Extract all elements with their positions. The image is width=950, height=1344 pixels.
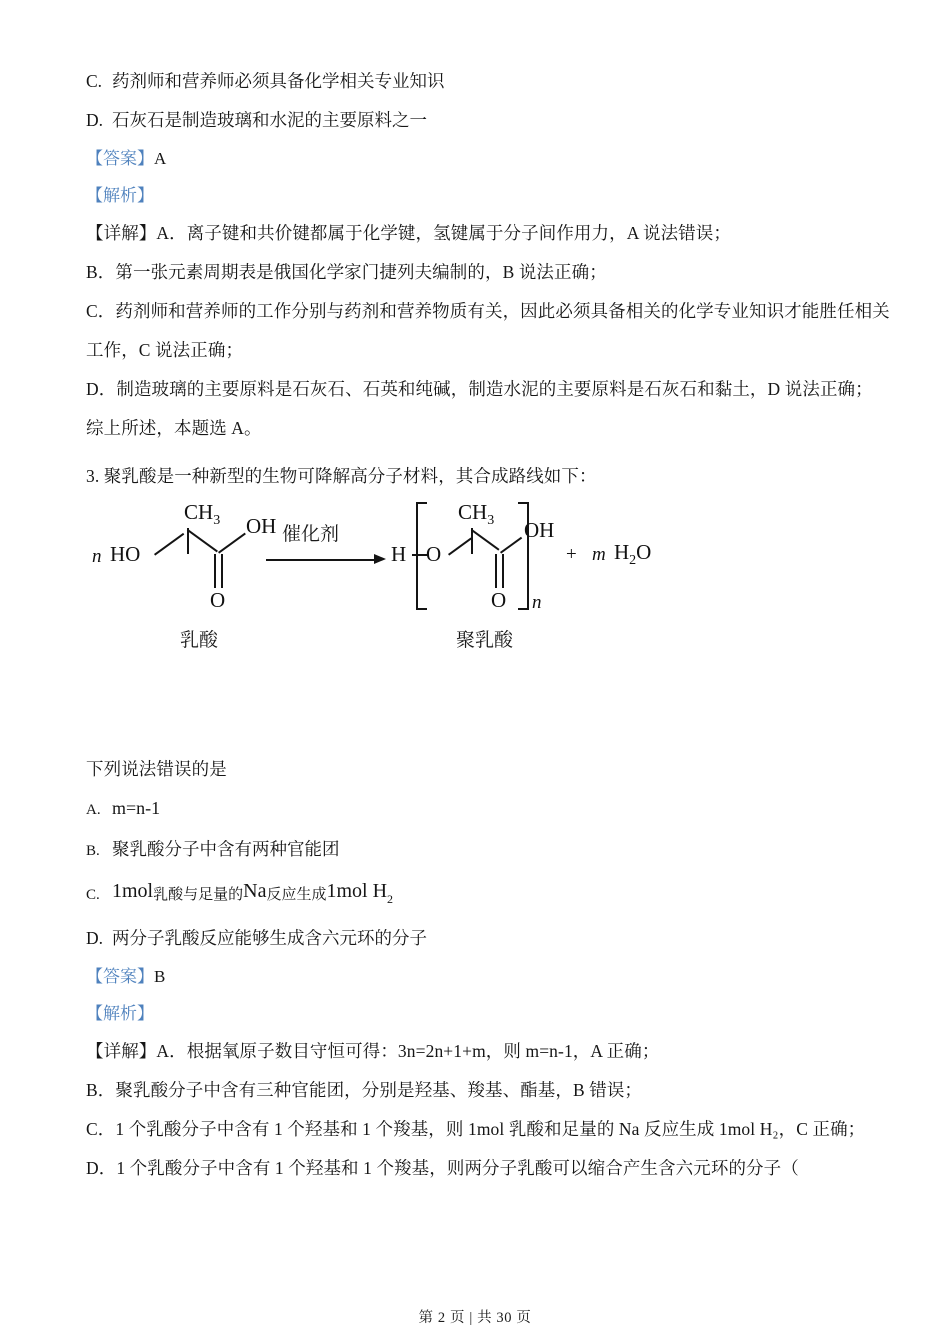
- page-footer: [0, 1306, 950, 1327]
- bond-ch-carbonyl: [187, 529, 218, 552]
- detail-line: 【详解】A．根据氧原子数目守恒可得：3n=2n+1+m，则 m=n-1，A 正确；: [86, 1041, 660, 1062]
- carbonyl-O-label: O: [210, 588, 226, 612]
- answer-row: [86, 958, 876, 995]
- footer-page-unit: 页: [449, 1310, 466, 1326]
- bond-ho-ch: [154, 533, 184, 556]
- option-part-subscript: 2: [387, 892, 394, 907]
- detail-line: C．药剂师和营养师的工作分别与药剂和营养物质有关，因此必须具备相关的化学专业知识才能胜任相关: [86, 301, 890, 321]
- option-part-text: 乳酸与足量的: [153, 887, 244, 903]
- option-text: 聚乳酸分子中含有两种官能团: [112, 839, 340, 859]
- reactant-name-label: 乳酸: [180, 630, 219, 651]
- option-label: A.: [86, 802, 101, 818]
- footer-separator: |: [469, 1310, 473, 1326]
- question-stem: 3. 聚乳酸是一种新型的生物可降解高分子材料，其合成路线如下：: [86, 466, 597, 486]
- footer-total-pages: 30: [496, 1310, 513, 1326]
- detail-line: 综上所述，本题选 A。: [86, 418, 262, 438]
- analysis-marker: 【解析】: [86, 186, 154, 205]
- option-part-reagent: Na: [243, 880, 267, 902]
- option-text: 石灰石是制造玻璃和水泥的主要原料之一: [112, 110, 427, 130]
- answer-value: B: [154, 967, 166, 987]
- option-label: D.: [86, 110, 104, 130]
- reaction-scheme-diagram: [86, 502, 876, 692]
- option-part-quantity: 1mol: [112, 880, 154, 902]
- answer-marker: 【答案】: [86, 967, 154, 987]
- detail-line: C．1 个乳酸分子中含有 1 个羟基和 1 个羧基，则 1mol 乳酸和足量的 Na 反应生成 1mol H₂，C 正确；: [86, 1119, 866, 1140]
- bond-c-o-double-b: [502, 554, 504, 588]
- option-part-text: 反应生成: [266, 887, 327, 903]
- footer-current-page: 2: [437, 1310, 446, 1326]
- reaction-arrow-head: [374, 554, 386, 564]
- detail-line: 工作，C 说法正确；: [86, 340, 244, 360]
- option-row: [86, 871, 876, 919]
- carbonyl-O-label: O: [491, 588, 507, 612]
- detail-line: D．1 个乳酸分子中含有 1 个羟基和 1 个羧基，则两分子乳酸可以缩合产生含六元环的分子（: [86, 1158, 799, 1179]
- option-label: D.: [86, 928, 104, 949]
- option-part-product: 1mol H: [326, 880, 388, 902]
- detail-line: D．制造玻璃的主要原料是石灰石、石英和纯碱，制造水泥的主要原料是石灰石和黏土，D 说法正确；: [86, 379, 873, 399]
- methyl-label: $CH_3$: [458, 500, 495, 529]
- detail-line: 【详解】A．离子键和共价键都属于化学键，氢键属于分子间作用力，A 说法错误；: [86, 223, 731, 243]
- bond-o-ch: [448, 538, 472, 556]
- option-label: C.: [86, 887, 100, 903]
- option-row: [86, 789, 876, 830]
- bond-c-o-double-b: [221, 554, 223, 588]
- carboxyl-OH-label: OH: [524, 518, 555, 542]
- option-text: 药剂师和营养师必须具备化学相关专业知识: [112, 71, 445, 91]
- bond-c-o-double-a: [214, 554, 216, 588]
- methyl-label: $CH_3$: [184, 500, 221, 529]
- plus-sign: +: [566, 544, 577, 565]
- reaction-arrow-line: [266, 559, 376, 561]
- hydroxyl-HO-label: HO: [110, 542, 141, 566]
- bond-c-o-double-a: [495, 554, 497, 588]
- option-label: B.: [86, 843, 100, 859]
- bond-c-oh: [218, 533, 246, 554]
- analysis-marker: 【解析】: [86, 1004, 154, 1024]
- bond-ch-carbonyl: [471, 529, 500, 550]
- option-text: m=n-1: [112, 798, 161, 818]
- carboxyl-OH-label: OH: [246, 514, 277, 538]
- page-content: [86, 62, 890, 1188]
- option-text: 两分子乳酸反应能够生成含六元环的分子: [112, 928, 427, 949]
- terminal-H-label: H: [391, 542, 407, 566]
- option-row: [86, 101, 876, 140]
- option-label: C.: [86, 71, 103, 91]
- detail-line: B．聚乳酸分子中含有三种官能团，分别是羟基、羧基、酯基，B 错误；: [86, 1080, 643, 1101]
- detail-line: B．第一张元素周期表是俄国化学家门捷列夫编制的，B 说法正确；: [86, 262, 607, 282]
- repeat-unit-n: n: [532, 592, 542, 613]
- coefficient-n: n: [92, 546, 102, 567]
- catalyst-label: 催化剂: [282, 524, 340, 545]
- answer-marker: 【答案】: [86, 149, 154, 168]
- answer-row: [86, 140, 876, 177]
- footer-prefix: 第: [418, 1310, 434, 1326]
- ether-O-label: O: [426, 542, 442, 566]
- byproduct-coefficient-m: m: [592, 544, 606, 565]
- byproduct-water-label: $H_2O$: [614, 540, 652, 569]
- answer-value: A: [154, 149, 167, 168]
- option-row: [86, 919, 876, 958]
- question-prompt: 下列说法错误的是: [86, 759, 227, 779]
- option-row: [86, 62, 876, 101]
- product-name-label: 聚乳酸: [456, 630, 514, 651]
- option-row: [86, 830, 876, 871]
- footer-page-unit: 页: [516, 1310, 532, 1326]
- footer-total-prefix: 共: [477, 1310, 493, 1326]
